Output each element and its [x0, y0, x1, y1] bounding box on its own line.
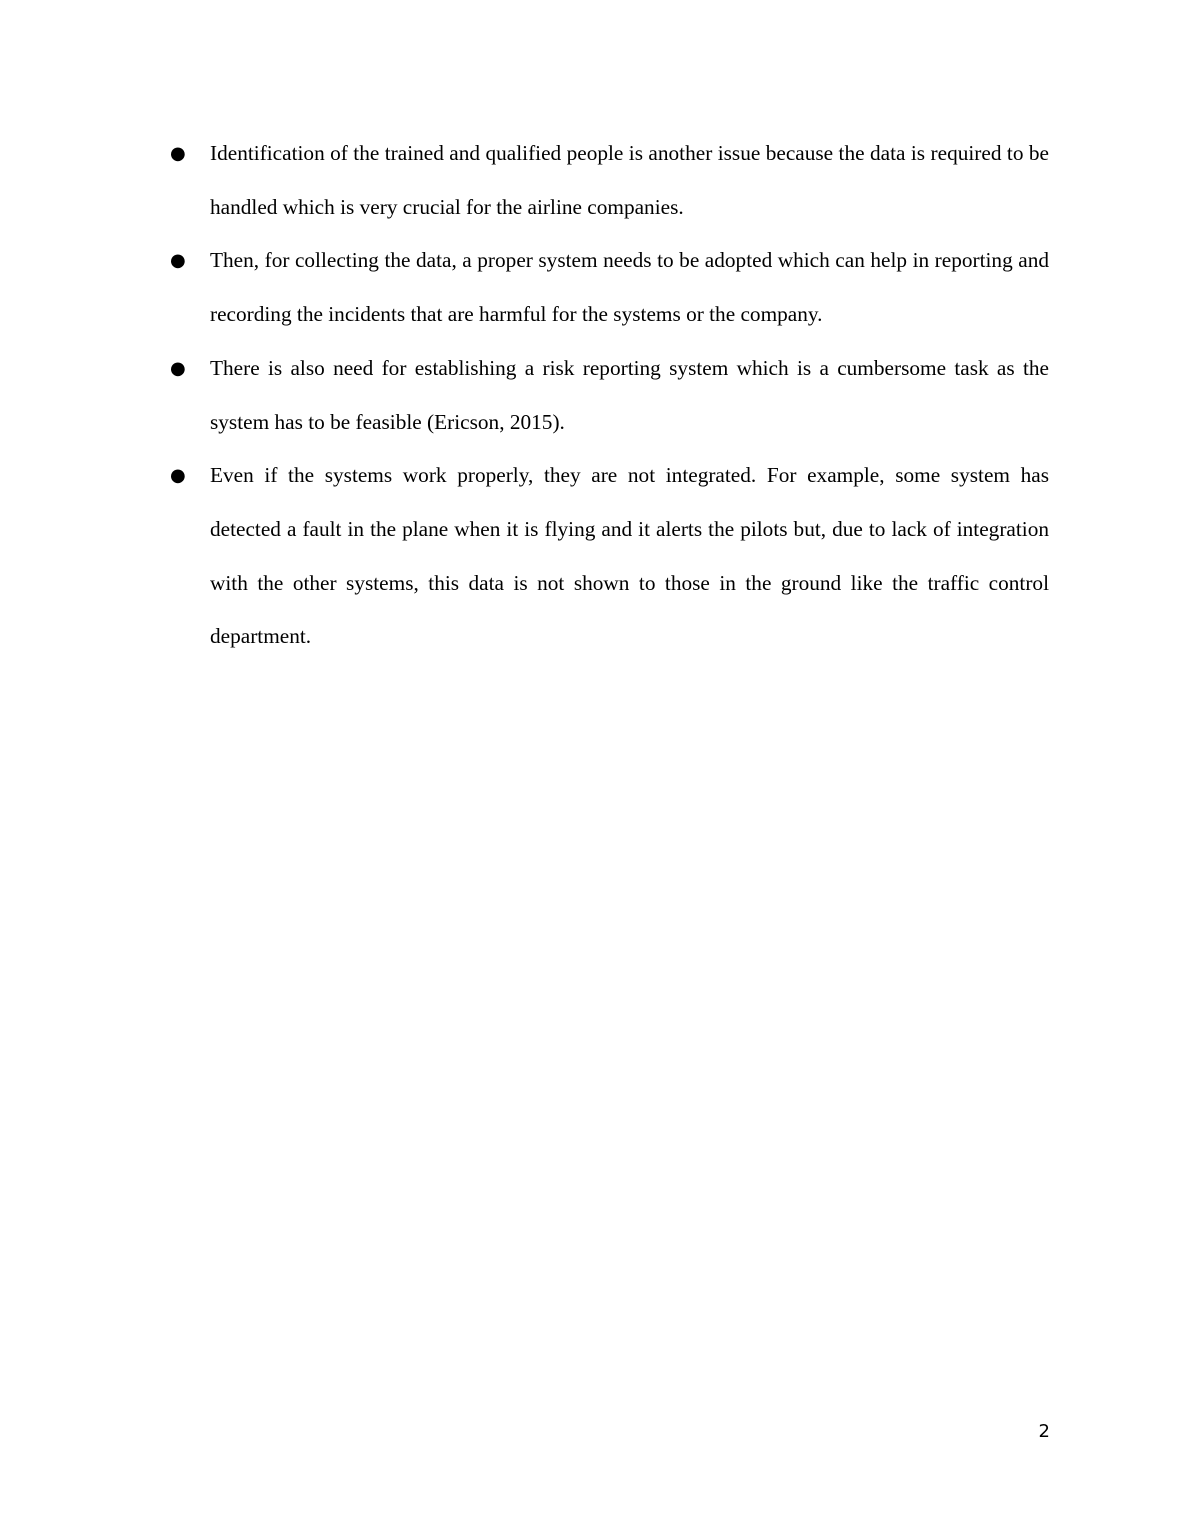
bullet-dot-icon: ● [170, 465, 186, 487]
bullet-dot-icon: ● [170, 143, 186, 164]
list-item [170, 449, 1049, 664]
list-item [170, 234, 1049, 341]
list-item [170, 127, 1049, 234]
page-number: 2 [1038, 1421, 1050, 1442]
bullet-dot-icon: ● [170, 357, 186, 379]
bullet-list [170, 127, 1049, 664]
bullet-text: Then, for collecting the data, a proper system needs to be adopted which can help in reporting and recording the incidents that are harmful for the systems or the company. [210, 248, 1049, 327]
list-item [170, 342, 1049, 449]
bullet-text: Identification of the trained and qualified people is another issue because the data is required to be handled which is very crucial for the airline companies. [210, 141, 1049, 219]
bullet-dot-icon: ● [170, 250, 186, 272]
bullet-text: Even if the systems work properly, they are not integrated. For example, some system has detected a fault in the plane when it is flying and it alerts the pilots but, due to lack of integration with the other systems, this data is not shown to those in the ground like the traffic control department. [210, 463, 1049, 649]
bullet-text: There is also need for establishing a risk reporting system which is a cumbersome task as the system has to be feasible (Ericson, 2015). [210, 355, 1049, 434]
